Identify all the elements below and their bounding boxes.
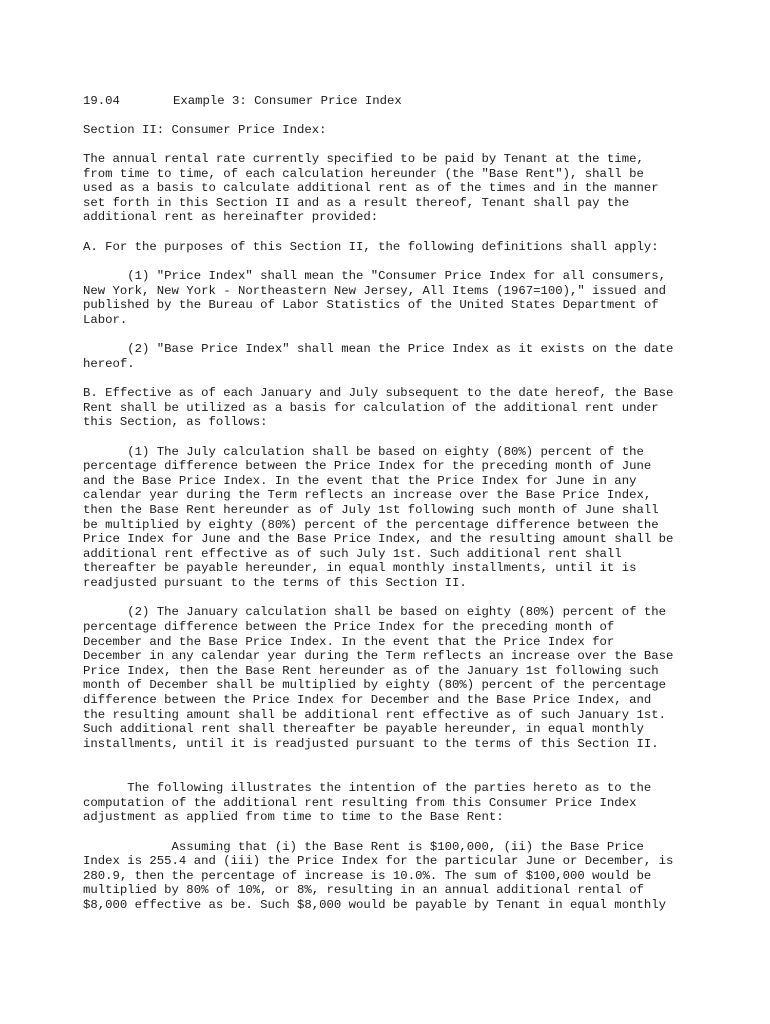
january-calculation-line: installments, until it is readjusted pursuant to the terms of this Section II. bbox=[83, 737, 659, 751]
illustration-line: adjustment as applied from time to time to the Base Rent: bbox=[83, 810, 504, 824]
illustration-line: computation of the additional rent resulting from this Consumer Price Index bbox=[83, 796, 637, 810]
example-line: multiplied by 80% of 10%, or 8%, resulting in an annual additional rental of bbox=[83, 883, 644, 897]
example-line: Index is 255.4 and (iii) the Price Index for the particular June or December, is bbox=[83, 854, 674, 868]
definition-1-line: published by the Bureau of Labor Statistics of the United States Department of bbox=[83, 298, 659, 312]
january-calculation-line: difference between the Price Index for December and the Base Price Index, and bbox=[83, 693, 652, 707]
definition-1-line: New York, New York - Northeastern New Jersey, All Items (1967=100)," issued and bbox=[83, 284, 666, 298]
intro-line: The annual rental rate currently specified to be paid by Tenant at the time, bbox=[83, 152, 644, 166]
july-calculation-line: and the Base Price Index. In the event that the Price Index for June in any bbox=[83, 474, 637, 488]
january-calculation-line: the resulting amount shall be additional rent effective as of such January 1st. bbox=[83, 708, 666, 722]
heading-number: 19.04 bbox=[83, 94, 120, 108]
july-calculation-line: readjusted pursuant to the terms of this Section II. bbox=[83, 576, 467, 590]
january-calculation-line: Such additional rent shall thereafter be payable hereunder, in equal monthly bbox=[83, 722, 644, 736]
july-calculation-line: thereafter be payable hereunder, in equal monthly installments, until it is bbox=[83, 561, 637, 575]
july-calculation-line: (1) The July calculation shall be based on eighty (80%) percent of the bbox=[83, 445, 644, 459]
july-calculation-line: then the Base Rent hereunder as of July 1st following such month of June shall bbox=[83, 503, 659, 517]
paragraph-a: A. For the purposes of this Section II, the following definitions shall apply: bbox=[83, 240, 659, 254]
january-calculation-line: percentage difference between the Price Index for the preceding month of bbox=[83, 620, 615, 634]
january-calculation-line: Price Index, then the Base Rent hereunder as of the January 1st following such bbox=[83, 664, 659, 678]
intro-line: additional rent as hereinafter provided: bbox=[83, 210, 379, 224]
intro-line: used as a basis to calculate additional rent as of the times and in the manner bbox=[83, 181, 659, 195]
july-calculation-line: be multiplied by eighty (80%) percent of the percentage difference between the bbox=[83, 518, 659, 532]
definition-2-line: hereof. bbox=[83, 357, 135, 371]
definition-1-line: (1) "Price Index" shall mean the "Consumer Price Index for all consumers, bbox=[83, 269, 666, 283]
example-line: 280.9, then the percentage of increase is 10.0%. The sum of $100,000 would be bbox=[83, 869, 652, 883]
january-calculation-line: (2) The January calculation shall be based on eighty (80%) percent of the bbox=[83, 605, 666, 619]
heading-title: Example 3: Consumer Price Index bbox=[173, 94, 402, 108]
january-calculation-line: month of December shall be multiplied by eighty (80%) percent of the percentage bbox=[83, 678, 666, 692]
example-line: Assuming that (i) the Base Rent is $100,000, (ii) the Base Price bbox=[83, 840, 644, 854]
january-calculation-line: December in any calendar year during the Term reflects an increase over the Base bbox=[83, 649, 674, 663]
paragraph-b-line: B. Effective as of each January and July subsequent to the date hereof, the Base bbox=[83, 386, 674, 400]
definition-1-line: Labor. bbox=[83, 313, 128, 327]
july-calculation-line: Price Index for June and the Base Price Index, and the resulting amount shall be bbox=[83, 532, 674, 546]
july-calculation-line: additional rent effective as of such July 1st. Such additional rent shall bbox=[83, 547, 622, 561]
paragraph-b-line: Rent shall be utilized as a basis for calculation of the additional rent under bbox=[83, 401, 659, 415]
july-calculation-line: percentage difference between the Price Index for the preceding month of June bbox=[83, 459, 652, 473]
illustration-line: The following illustrates the intention of the parties hereto as to the bbox=[83, 781, 652, 795]
january-calculation-line: December and the Base Price Index. In the event that the Price Index for bbox=[83, 635, 615, 649]
paragraph-b-line: this Section, as follows: bbox=[83, 415, 268, 429]
intro-line: set forth in this Section II and as a result thereof, Tenant shall pay the bbox=[83, 196, 630, 210]
intro-line: from time to time, of each calculation hereunder (the "Base Rent"), shall be bbox=[83, 167, 644, 181]
definition-2-line: (2) "Base Price Index" shall mean the Price Index as it exists on the date bbox=[83, 342, 674, 356]
july-calculation-line: calendar year during the Term reflects an increase over the Base Price Index, bbox=[83, 488, 652, 502]
example-line: $8,000 effective as be. Such $8,000 would be payable by Tenant in equal monthly bbox=[83, 898, 666, 912]
section-title: Section II: Consumer Price Index: bbox=[83, 123, 327, 137]
